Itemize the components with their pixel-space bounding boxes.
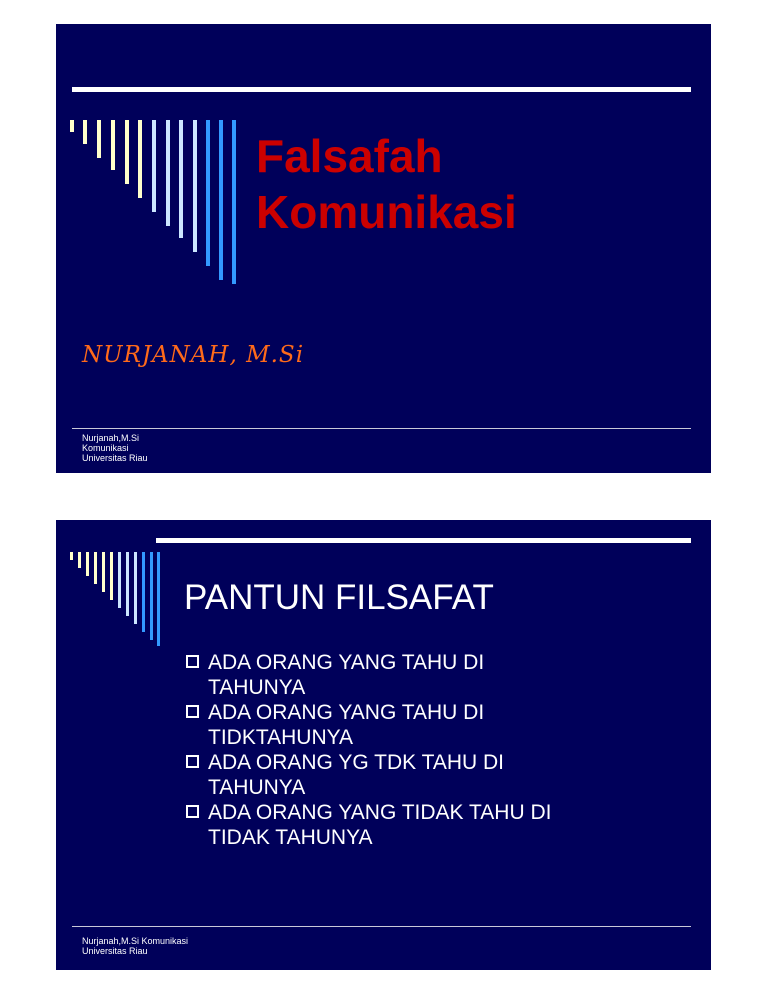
decorative-bar (86, 552, 89, 576)
decorative-bar (94, 552, 97, 584)
author-name: NURJANAH, M.Si (82, 342, 305, 368)
bullet-text: ADA ORANG YG TDK TAHU DI (208, 751, 505, 774)
decorative-bar (78, 552, 81, 568)
decorative-bar (232, 120, 236, 284)
decorative-bar (157, 552, 160, 646)
bullet-text: ADA ORANG YANG TIDAK TAHU DI (208, 801, 552, 824)
footer-divider (72, 926, 691, 927)
decorative-bar (70, 552, 73, 560)
title-line-2: Komunikasi (256, 186, 517, 238)
decorative-bar (118, 552, 121, 608)
decorative-bar (166, 120, 170, 226)
decorative-bar (126, 552, 129, 616)
footer-line: Nurjanah,M.Si (82, 433, 140, 443)
content-slide (56, 520, 711, 970)
bullet-text: ADA ORANG YANG TAHU DI (208, 651, 485, 674)
decorative-bar (70, 120, 74, 132)
decorative-bar (152, 120, 156, 212)
square-bullet-icon (186, 755, 199, 768)
bullet-text: TAHUNYA (208, 776, 306, 799)
slide-title: PANTUN FILSAFAT (184, 578, 494, 617)
list-item (186, 750, 696, 800)
decorative-bar (193, 120, 197, 252)
square-bullet-icon (186, 805, 199, 818)
bullet-text: TIDKTAHUNYA (208, 726, 354, 749)
decorative-bar (150, 552, 153, 640)
footer-line: Universitas Riau (82, 946, 148, 956)
list-item (186, 650, 696, 700)
square-bullet-icon (186, 705, 199, 718)
decorative-bar (102, 552, 105, 592)
list-item (186, 800, 696, 850)
title-slide (56, 24, 711, 473)
footer-line: Komunikasi (82, 443, 129, 453)
decorative-bar (206, 120, 210, 266)
decorative-bar (83, 120, 87, 144)
title-line-1: Falsafah (256, 130, 443, 182)
slide-title (256, 128, 517, 240)
decorative-bar (97, 120, 101, 158)
bullet-text: ADA ORANG YANG TAHU DI (208, 701, 485, 724)
slide-footer (82, 433, 148, 463)
footer-divider (72, 428, 691, 429)
bullet-text: TIDAK TAHUNYA (208, 826, 373, 849)
footer-line: Universitas Riau (82, 453, 148, 463)
decorative-bar (111, 120, 115, 170)
decorative-bar (110, 552, 113, 600)
decorative-bar (179, 120, 183, 238)
slide-footer (82, 936, 188, 956)
decorative-bar (138, 120, 142, 198)
square-bullet-icon (186, 655, 199, 668)
bullet-list (186, 650, 696, 850)
bullet-text: TAHUNYA (208, 676, 306, 699)
decorative-bar (134, 552, 137, 624)
decorative-bar (125, 120, 129, 184)
top-divider (156, 538, 691, 543)
list-item (186, 700, 696, 750)
footer-line: Nurjanah,M.Si Komunikasi (82, 936, 189, 946)
decorative-bar (219, 120, 223, 280)
top-divider (72, 87, 691, 92)
decorative-bar (142, 552, 145, 632)
